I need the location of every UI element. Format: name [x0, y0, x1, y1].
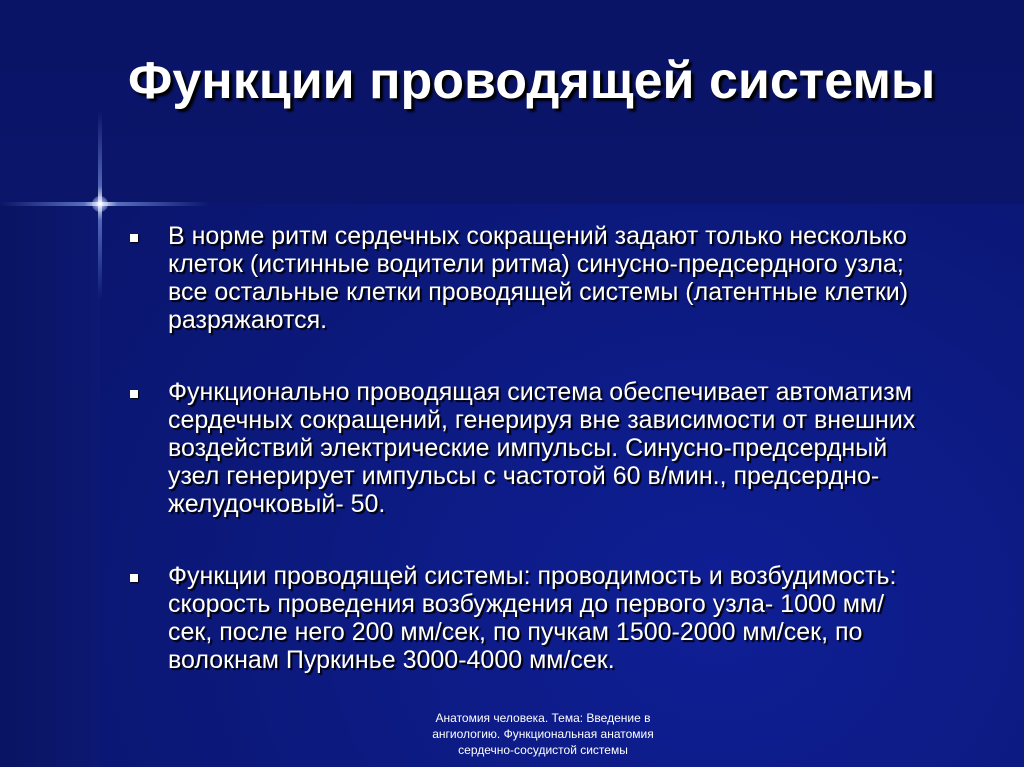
- sparkle-star-icon: [92, 196, 108, 212]
- square-bullet-icon: [130, 390, 138, 398]
- bullet-item: [128, 378, 928, 518]
- footer-line: Анатомия человека. Тема: Введение в: [435, 711, 651, 725]
- square-bullet-icon: [130, 574, 138, 582]
- footer-line: сердечно-сосудистой системы: [458, 743, 628, 757]
- bullet-item: [128, 562, 928, 674]
- bullet-item: [128, 222, 928, 334]
- bullet-text: В норме ритм сердечных сокращений задают только несколько клеток (истинные водители ритма) синусно-предсердного узла; все остальные клетки проводящей системы (латентные клетки) разряжаются.: [168, 222, 909, 334]
- page-title: Функции проводящей системы: [128, 52, 936, 110]
- bullet-text: Функции проводящей системы: проводимость и возбудимость: скорость проведения возбуждения до первого узла- 1000 мм/сек, после него 200 мм/сек, по пучкам 1500-2000 мм/сек, по волокнам Пуркинье 3000-4000 мм/сек.: [168, 562, 897, 674]
- bullet-text: Функционально проводящая система обеспечивает автоматизм сердечных сокращений, генерируя вне зависимости от внешних воздействий электрические импульсы. Синусно-предсердный узел генерирует импульсы с частотой 60 в/мин., предсердно-желудочковый- 50.: [168, 378, 916, 518]
- square-bullet-icon: [130, 234, 138, 242]
- footer-line: ангиологию. Функциональная анатомия: [432, 727, 654, 741]
- left-band: [0, 204, 100, 767]
- slide-footer: [398, 710, 688, 758]
- bullet-list: [128, 222, 928, 674]
